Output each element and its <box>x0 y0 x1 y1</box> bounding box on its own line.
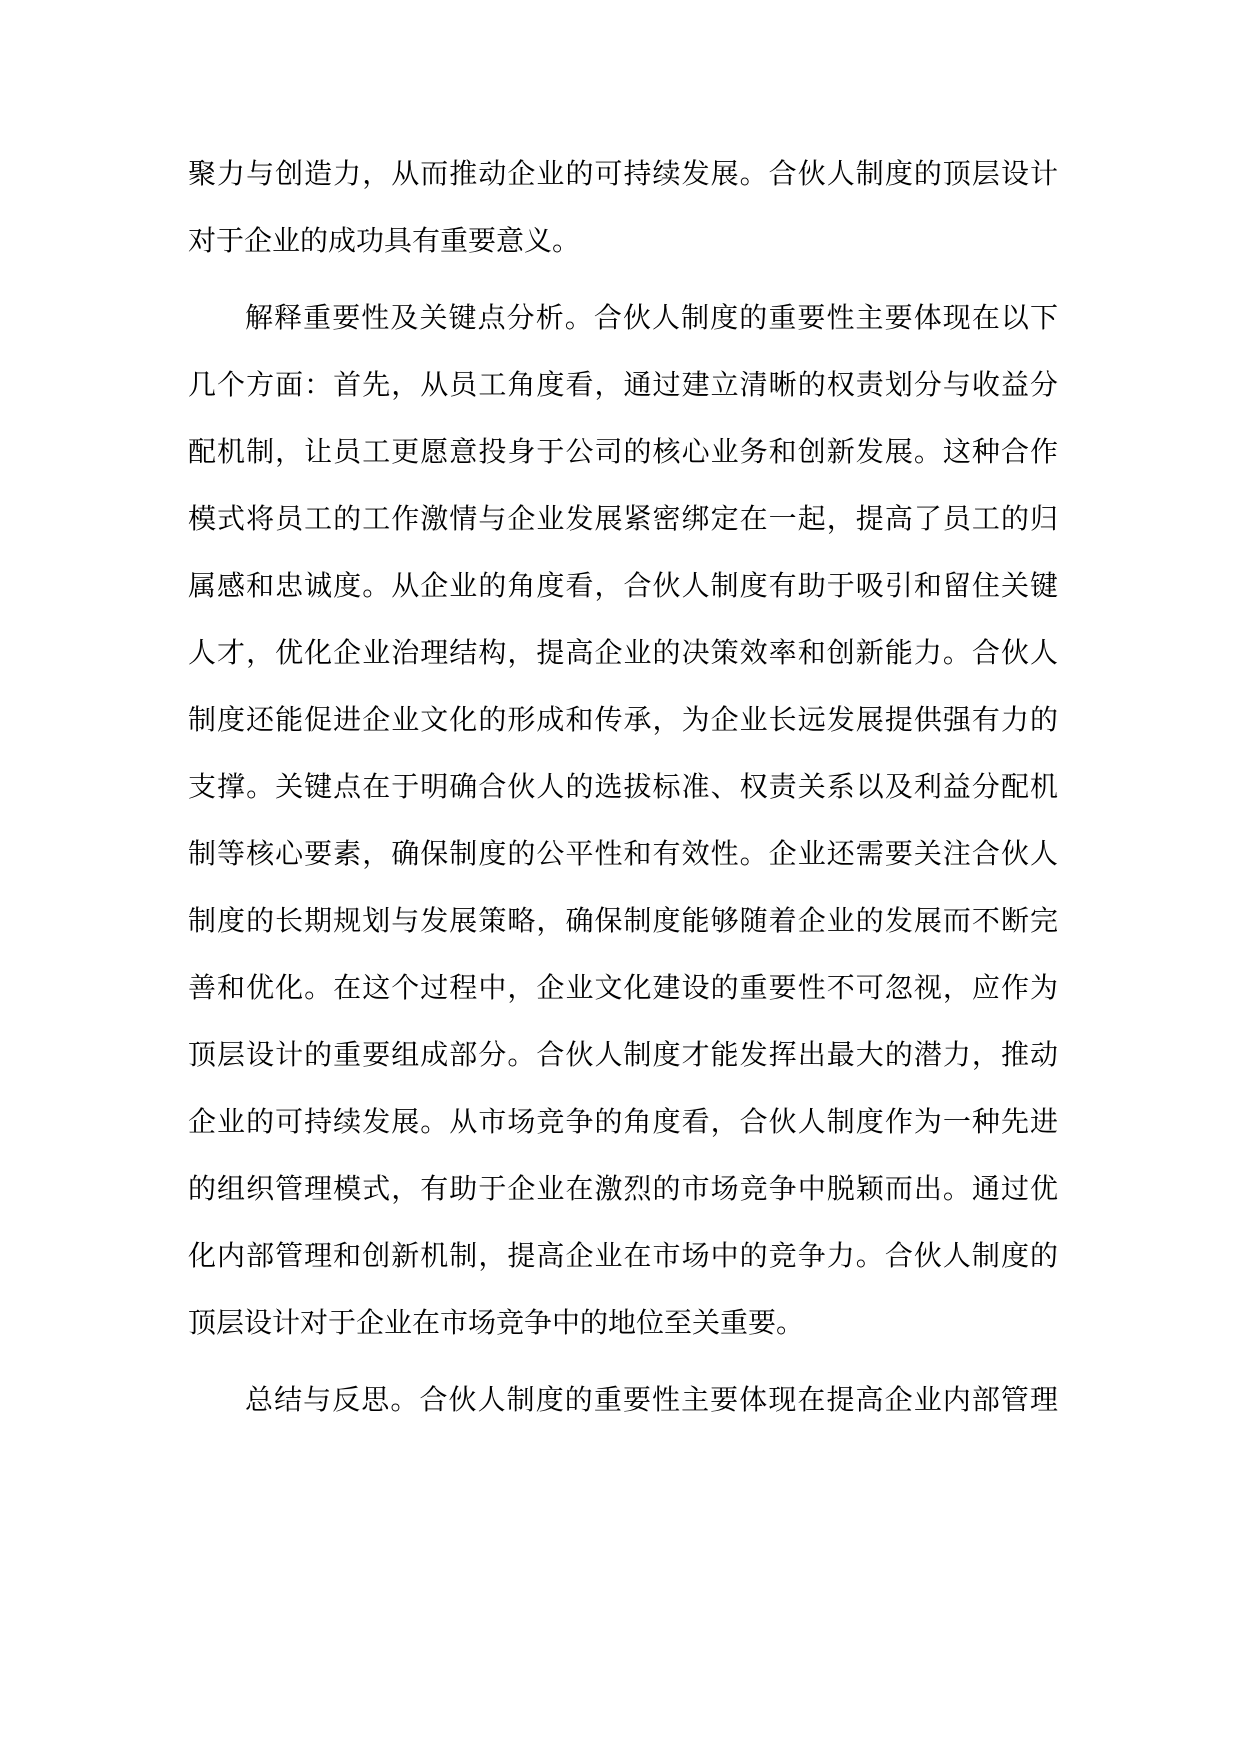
text-line: 企业的可持续发展。从市场竞争的角度看，合伙人制度作为一种先进 <box>188 1105 1058 1138</box>
text-line: 支撑。关键点在于明确合伙人的选拔标准、权责关系以及利益分配机 <box>188 770 1058 803</box>
paragraph-continuation <box>188 140 1058 274</box>
text-line: 的组织管理模式，有助于企业在激烈的市场竞争中脱颖而出。通过优 <box>188 1172 1058 1205</box>
text-line: 解释重要性及关键点分析。合伙人制度的重要性主要体现在以下 <box>245 301 1058 334</box>
text-line: 几个方面：首先，从员工角度看，通过建立清晰的权责划分与收益分 <box>188 368 1058 401</box>
text-line: 模式将员工的工作激情与企业发展紧密绑定在一起，提高了员工的归 <box>188 502 1058 535</box>
text-line: 顶层设计的重要组成部分。合伙人制度才能发挥出最大的潜力，推动 <box>188 1038 1058 1071</box>
body-text <box>188 140 1058 1433</box>
text-line: 化内部管理和创新机制，提高企业在市场中的竞争力。合伙人制度的 <box>188 1239 1058 1272</box>
text-line: 制等核心要素，确保制度的公平性和有效性。企业还需要关注合伙人 <box>188 837 1058 870</box>
paragraph-importance-analysis <box>188 284 1058 1356</box>
text-line: 配机制，让员工更愿意投身于公司的核心业务和创新发展。这种合作 <box>188 435 1058 468</box>
text-line: 聚力与创造力，从而推动企业的可持续发展。合伙人制度的顶层设计 <box>188 157 1058 190</box>
text-line: 人才，优化企业治理结构，提高企业的决策效率和创新能力。合伙人 <box>188 636 1058 669</box>
text-line: 制度的长期规划与发展策略，确保制度能够随着企业的发展而不断完 <box>188 904 1058 937</box>
text-line: 总结与反思。合伙人制度的重要性主要体现在提高企业内部管理 <box>245 1383 1058 1416</box>
paragraph-summary <box>188 1366 1058 1433</box>
text-line: 善和优化。在这个过程中，企业文化建设的重要性不可忽视，应作为 <box>188 971 1058 1004</box>
text-line: 顶层设计对于企业在市场竞争中的地位至关重要。 <box>188 1306 805 1339</box>
text-line: 属感和忠诚度。从企业的角度看，合伙人制度有助于吸引和留住关键 <box>188 569 1058 602</box>
text-line: 制度还能促进企业文化的形成和传承，为企业长远发展提供强有力的 <box>188 703 1058 736</box>
text-line: 对于企业的成功具有重要意义。 <box>188 224 581 257</box>
